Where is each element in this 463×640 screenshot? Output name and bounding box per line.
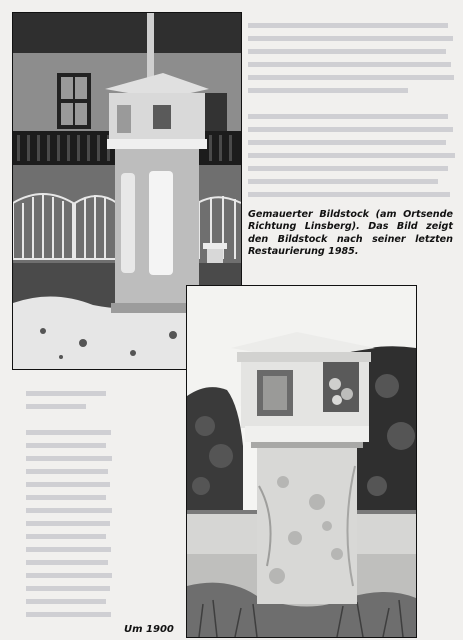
shrine-1900-illustration <box>187 286 416 637</box>
photo-shrine-1900 <box>186 285 417 638</box>
bleed-lines-right <box>244 17 459 205</box>
bleed-through-left <box>16 372 116 622</box>
bleed-through-right <box>244 4 459 204</box>
caption-um-1900: Um 1900 <box>124 624 174 635</box>
bleed-lines-left <box>16 385 116 623</box>
caption-restored-shrine: Gemauerter Bildstock (am Ortsende Richtung Linsberg). Das Bild zeigt den Bildstock nach seiner letzten Restaurierung 1985. <box>248 209 453 257</box>
